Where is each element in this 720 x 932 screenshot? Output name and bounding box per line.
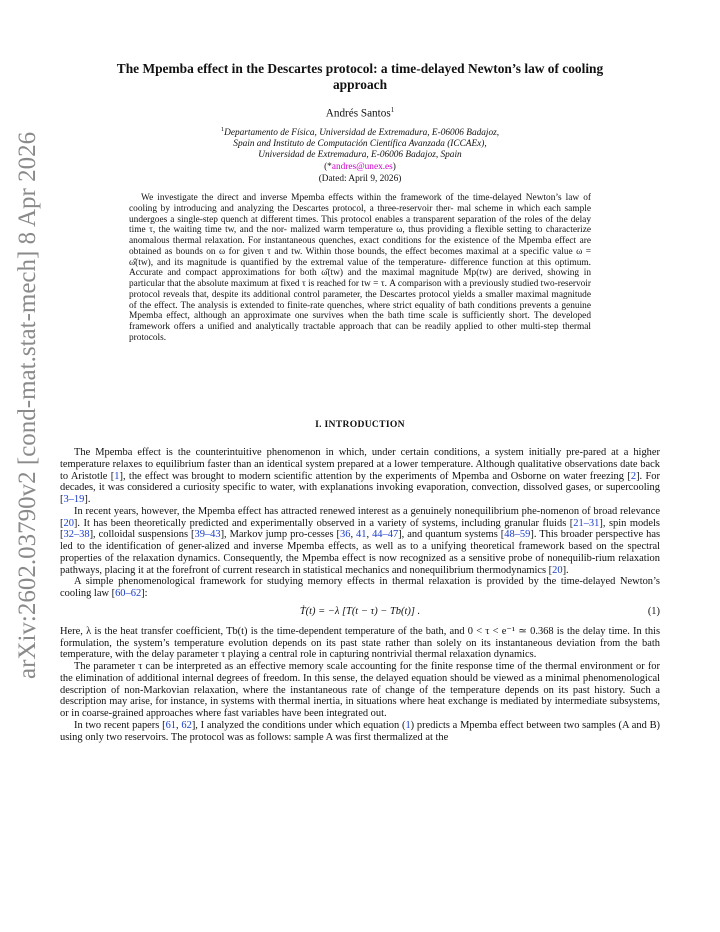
- author-superscript: 1: [390, 106, 395, 114]
- title-line-2: approach: [332, 76, 388, 92]
- abstract-line: We investigate the direct and inverse Mpemba effects within the framework of the time-delayed: [141, 193, 526, 203]
- section-heading: I. INTRODUCTION: [315, 419, 405, 430]
- abstract-line: specific value ω = ω̂(tw), and its magnitude is quantified by the extremal value of the temperature-: [129, 246, 592, 268]
- paper-title: [70, 61, 650, 92]
- intro-paragraph-3: [60, 576, 660, 600]
- abstract-line: maximal magnitude Mp(tw) are derived, showing in particular that the absolute maximum at fixed: [129, 268, 591, 289]
- equation-text: Ṫ(t) = −λ [T(t − τ) − Tb(t)] .: [299, 605, 421, 617]
- abstract-line: that can be readily applied to other multi-step thermal protocols.: [129, 322, 591, 343]
- equation-1: [60, 600, 660, 626]
- body-text: ], I analyzed the conditions under which equation (: [191, 719, 406, 731]
- body-text: ) predicts a Mpemba effect between two samples (A and B) using only two reservoirs. The protocol was as follows: sample A was first thermalized at the: [60, 719, 661, 743]
- abstract-line: mal scheme in which each sample undergoes a single-step quench at different times. This protocol: [129, 203, 591, 225]
- affiliation-line-3: Universidad de Extremadura, E-06006 Badajoz, Spain: [258, 150, 462, 161]
- body-text: The Mpemba effect is the counterintuitive phenomenon in which, under certain conditions, a system initially pre-pared at a higher temperature relaxes to equilibrium faster than an identical system prepared at a lower temperature. Although qualitative observations date back to Aristotle [: [60, 447, 660, 482]
- citation-link[interactable]: 60–62: [115, 588, 142, 599]
- affiliation-line-2: Spain and Instituto de Computación Científica Avanzada (ICCAEx),: [233, 139, 487, 150]
- abstract-line: obtained as bounds on ω for given τ and tw. Within those bounds, the effect becomes maximal at a: [129, 246, 520, 257]
- abstract-line: malized warm temperature ω, thus providing a flexible setting to characterize anomalous thermal: [129, 225, 591, 246]
- body-text: ]. This broader perspective has led to the identification of gener-alized and inverse Mpemba effects, as well as to a unifying theoretical framework based on the spectral properties of the relaxation dynamics. Consequently, the Mpemba effect is now recognized as a sensitive probe of nonequilib-rium relaxation pathways, placing it at the forefront of current research in statistical mechanics and nonequilibrium thermodynamics [: [60, 529, 661, 576]
- citation-link[interactable]: 48–59: [504, 529, 531, 541]
- body-text: ], Markov jump pro-cesses [: [220, 529, 340, 541]
- arxiv-sidebar-stamp: arXiv:2602.03790v2 [cond-mat.stat-mech] 8 Apr 2026: [14, 131, 41, 679]
- email-suffix: ): [392, 162, 396, 172]
- abstract-line: prevents a genuine Mpemba effect, although an approximate one survives when the bath time scale: [129, 300, 591, 322]
- affiliation-superscript: 1: [220, 126, 225, 133]
- abstract-line: is sufficiently short. The developed framework offers a unified and analytically tractable approach: [129, 311, 591, 332]
- intro-paragraph-2: [60, 506, 660, 577]
- body-text: A simple phenomenological framework for studying memory effects in thermal relaxation is provided by the time-delayed Newton’s cooling law [: [60, 576, 660, 599]
- introduction-body: [60, 447, 660, 743]
- abstract-paragraph: [129, 193, 591, 344]
- title-line-1: The Mpemba effect in the Descartes protocol: a time-delayed Newton’s law of cooling: [116, 61, 604, 76]
- body-text: ]:: [141, 588, 148, 599]
- body-text: ].: [84, 494, 91, 505]
- intro-paragraph-6: [60, 720, 660, 744]
- intro-paragraph-1: [60, 447, 660, 506]
- abstract-line: of the effect. The analysis is extended to finite-rate quenches, where strict equality of bath conditions: [129, 300, 520, 311]
- affiliation-line-1: $^1$Departamento de Física, Universidad de Extremadura, E-06006 Badajoz,: [220, 126, 500, 139]
- body-text: ], the effect was brought to modern scientific attention by the experiments of Mpemba and Osborne on water freezing [: [119, 470, 631, 482]
- body-text: ]. It has been theoretically predicted and experimentally observed in a variety of systems, including granular fluids [: [73, 517, 574, 529]
- intro-paragraph-4: [60, 626, 660, 661]
- body-text: ].: [562, 564, 569, 576]
- body-text: ], colloidal suspensions [: [89, 529, 195, 541]
- email-prefix: (*: [324, 162, 332, 172]
- author-name: [0, 106, 720, 120]
- author-text: Andrés Santos: [325, 107, 391, 120]
- citation-link[interactable]: 20: [552, 564, 563, 576]
- citation-link[interactable]: 1: [114, 470, 120, 482]
- citation-link[interactable]: 32–38: [63, 529, 90, 541]
- citation-link[interactable]: 21–31: [573, 517, 600, 529]
- equation-number: (1): [647, 605, 660, 617]
- body-text: ,: [176, 719, 182, 731]
- citation-link[interactable]: 44–47: [372, 529, 399, 541]
- abstract: [129, 193, 591, 344]
- affiliation: [0, 124, 720, 161]
- body-text: ,: [366, 529, 373, 541]
- intro-paragraph-5: [60, 661, 660, 720]
- citation-link[interactable]: 2: [630, 470, 637, 482]
- citation-link[interactable]: 62: [181, 719, 192, 731]
- body-text: The parameter τ can be interpreted as an effective memory scale accounting for the finite response time of the thermal environment or for the elimination of additional internal degrees of freedom. In this sense, the delayed equation should be viewed as a minimal phenomenological description of non-Markovian relaxation, where the instantaneous rate of change of the temperature depends on its past history. Such a description may arise, for instance, in systems with thermal inertia, in situations where heat exchange is mediated by intermediate subsystems, or in coarse-grained approaches where fast variables have been integrated out.: [60, 661, 660, 719]
- citation-link[interactable]: 20: [63, 517, 74, 529]
- body-text: ,: [350, 529, 357, 541]
- citation-link[interactable]: 1: [405, 719, 411, 731]
- abstract-line: Newton’s law of cooling by introducing and analyzing the Descartes protocol, a three-reservoir ther-: [129, 193, 591, 214]
- body-text: ], spin models [: [60, 517, 660, 541]
- email-line: [0, 162, 720, 172]
- abstract-line: enables a transparent separation of the roles of the delay time τ, the waiting time tw, and the nor-: [129, 214, 591, 236]
- body-text: ], and quantum systems [: [398, 529, 505, 541]
- body-text: In two recent papers [: [74, 719, 166, 731]
- citation-link[interactable]: 61: [165, 719, 177, 731]
- citation-link[interactable]: 39–43: [194, 529, 221, 541]
- body-text: ]. For decades, it was considered a curiosity specific to water, with explanations invoking evaporation, convection, dissolved gases, or supercooling [: [60, 470, 661, 505]
- citation-link[interactable]: 41: [356, 529, 367, 541]
- dated-line: (Dated: April 9, 2026): [318, 174, 402, 184]
- citation-link[interactable]: 36: [340, 529, 351, 541]
- abstract-line: τ is reached for tw = τ. A comparison with a previously studied two-reservoir protocol reveals that,: [129, 279, 591, 300]
- abstract-line: despite its additional control parameter, the Descartes protocol yields a smaller maximal magnitude: [211, 289, 591, 300]
- body-text: In recent years, however, the Mpemba effect has attracted renewed interest as a genuinely nonequilibrium phe-nomenon of broad relevance [: [60, 505, 660, 529]
- abstract-line: difference function at this optimum. Accurate and compact approximations for both ω̂(tw) and the: [129, 257, 591, 279]
- email-link[interactable]: andres@unex.es: [331, 162, 393, 172]
- body-text: Here, λ is the heat transfer coefficient, Tb(t) is the time-dependent temperature of the bath, and 0 < τ < e⁻¹ ≃ 0.368 is the delay time. In this formulation, the system’s temperature evolution depends on its past state rather than solely on its instantaneous deviation from the bath temperature, with the delay parameter τ playing a central role in capturing nontrivial thermal relaxation dynamics.: [60, 625, 660, 661]
- citation-link[interactable]: 3–19: [63, 494, 85, 505]
- abstract-line: relaxation. For instantaneous quenches, exact conditions for the existence of the Mpemba effect are: [204, 236, 591, 246]
